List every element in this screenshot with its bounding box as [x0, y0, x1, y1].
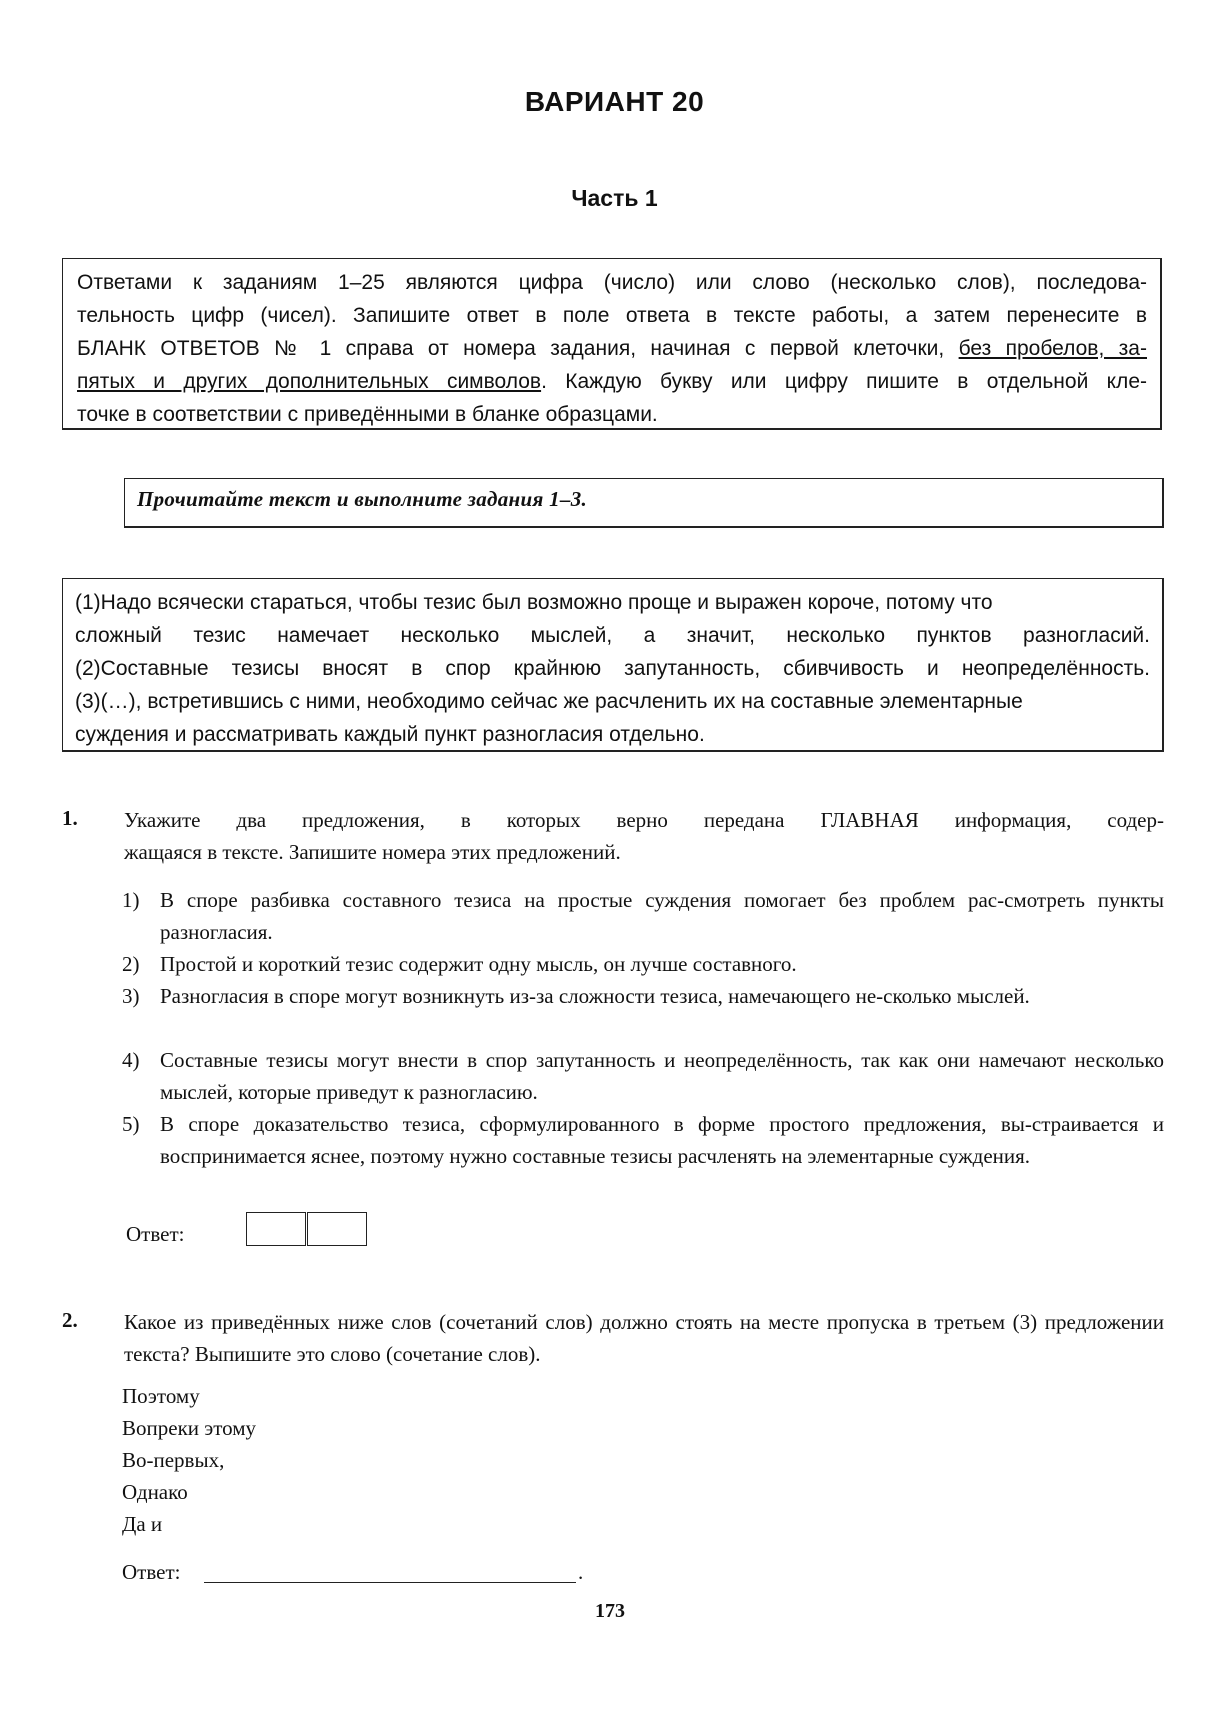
task-2-number: 2. [62, 1308, 78, 1332]
instructions-line-text: . Каждую букву или цифру пишите в отдельной кле- [541, 370, 1147, 393]
task-1-question-line: Укажите два предложения, в которых верно передана ГЛАВНАЯ информация, содер- [124, 808, 1164, 832]
text-line: суждения и рассматривать каждый пункт разногласия отдельно. [75, 723, 705, 746]
task-2-word: Во-первых, [122, 1448, 225, 1472]
part-title: Часть 1 [571, 185, 658, 211]
text-line: (3)(…), встретившись с ними, необходимо сейчас же расчленить их на составные элементарные [75, 690, 1023, 713]
instructions-line: тельность цифр (чисел). Запишите ответ в поле ответа в тексте работы, а затем перенесите в [77, 304, 1147, 327]
task-1-answer-label: Ответ: [126, 1222, 185, 1246]
answer-cell[interactable] [307, 1212, 367, 1246]
answer-cell[interactable] [246, 1212, 306, 1246]
task-1-number: 1. [62, 806, 78, 830]
task-2-word: Вопреки этому [122, 1416, 257, 1440]
option-text: В споре доказательство тезиса, сформулированного в форме простого предложения, вы-страивается и воспринимается яснее, поэтому нужно составные тезисы расчленять на элементарные суждения. [160, 1112, 1164, 1168]
instructions-line: точке в соответствии с приведёнными в бланке образцами. [77, 403, 658, 426]
option-number: 5) [122, 1112, 140, 1136]
task-1-option [122, 980, 1164, 1012]
instructions-line-text: БЛАНК ОТВЕТОВ № 1 справа от номера задания, начиная с первой клеточки, [77, 337, 945, 360]
task-2-word: Поэтому [122, 1384, 200, 1408]
variant-title: ВАРИАНТ 20 [524, 86, 705, 117]
text-line: (2)Составные тезисы вносят в спор крайнюю запутанность, сбивчивость и неопределённость. [75, 657, 1150, 680]
task-2-answer-end: . [578, 1560, 584, 1584]
task-2-question: Какое из приведённых ниже слов (сочетаний слов) должно стоять на месте пропуска в третьем (3) предложении текста? Выпишите это слово (сочетание слов). [124, 1310, 1164, 1366]
instructions-line: Ответами к заданиям 1–25 являются цифра (число) или слово (несколько слов), последова- [77, 271, 1147, 294]
instructions-line [77, 365, 1147, 398]
task-1-question [124, 804, 1164, 868]
underlined-text: без пробелов, за- [958, 337, 1147, 360]
task-1-option [122, 884, 1164, 948]
text-box [62, 578, 1164, 752]
option-number: 1) [122, 888, 140, 912]
task-2-answer-label: Ответ: [122, 1560, 181, 1584]
task-1-question-line: жащаяся в тексте. Запишите номера этих предложений. [124, 840, 621, 864]
page-number: 173 [595, 1600, 625, 1622]
task-1-option [122, 948, 1164, 980]
option-text: В споре разбивка составного тезиса на простые суждения помогает без проблем рас-смотреть пункты разногласия. [160, 888, 1164, 944]
task-2-word: Да и [122, 1512, 163, 1536]
underlined-text: пятых и других дополнительных символов [77, 370, 542, 393]
option-number: 2) [122, 952, 140, 976]
instructions-box [62, 258, 1162, 430]
option-text: Простой и короткий тезис содержит одну мысль, он лучше составного. [160, 952, 797, 976]
text-line: (1)Надо всячески стараться, чтобы тезис был возможно проще и выражен короче, потому что [75, 591, 993, 614]
read-prompt-box [124, 478, 1164, 528]
text-line: сложный тезис намечает несколько мыслей, а значит, несколько пунктов разногласий. [75, 624, 1150, 647]
task-1-answer-cells [246, 1212, 370, 1246]
option-number: 3) [122, 984, 140, 1008]
task-2-word: Однако [122, 1480, 188, 1504]
task-2-answer-line[interactable] [204, 1582, 576, 1583]
option-number: 4) [122, 1048, 140, 1072]
option-text: Разногласия в споре могут возникнуть из-за сложности тезиса, намечающего не-сколько мыслей. [160, 984, 1030, 1008]
instructions-line [77, 332, 1147, 365]
read-prompt: Прочитайте текст и выполните задания 1–3. [137, 487, 588, 511]
task-1-option [122, 1044, 1164, 1108]
task-1-option [122, 1108, 1164, 1172]
option-text: Составные тезисы могут внести в спор запутанность и неопределённость, так как они намечают несколько мыслей, которые приведут к разногласию. [160, 1048, 1164, 1104]
